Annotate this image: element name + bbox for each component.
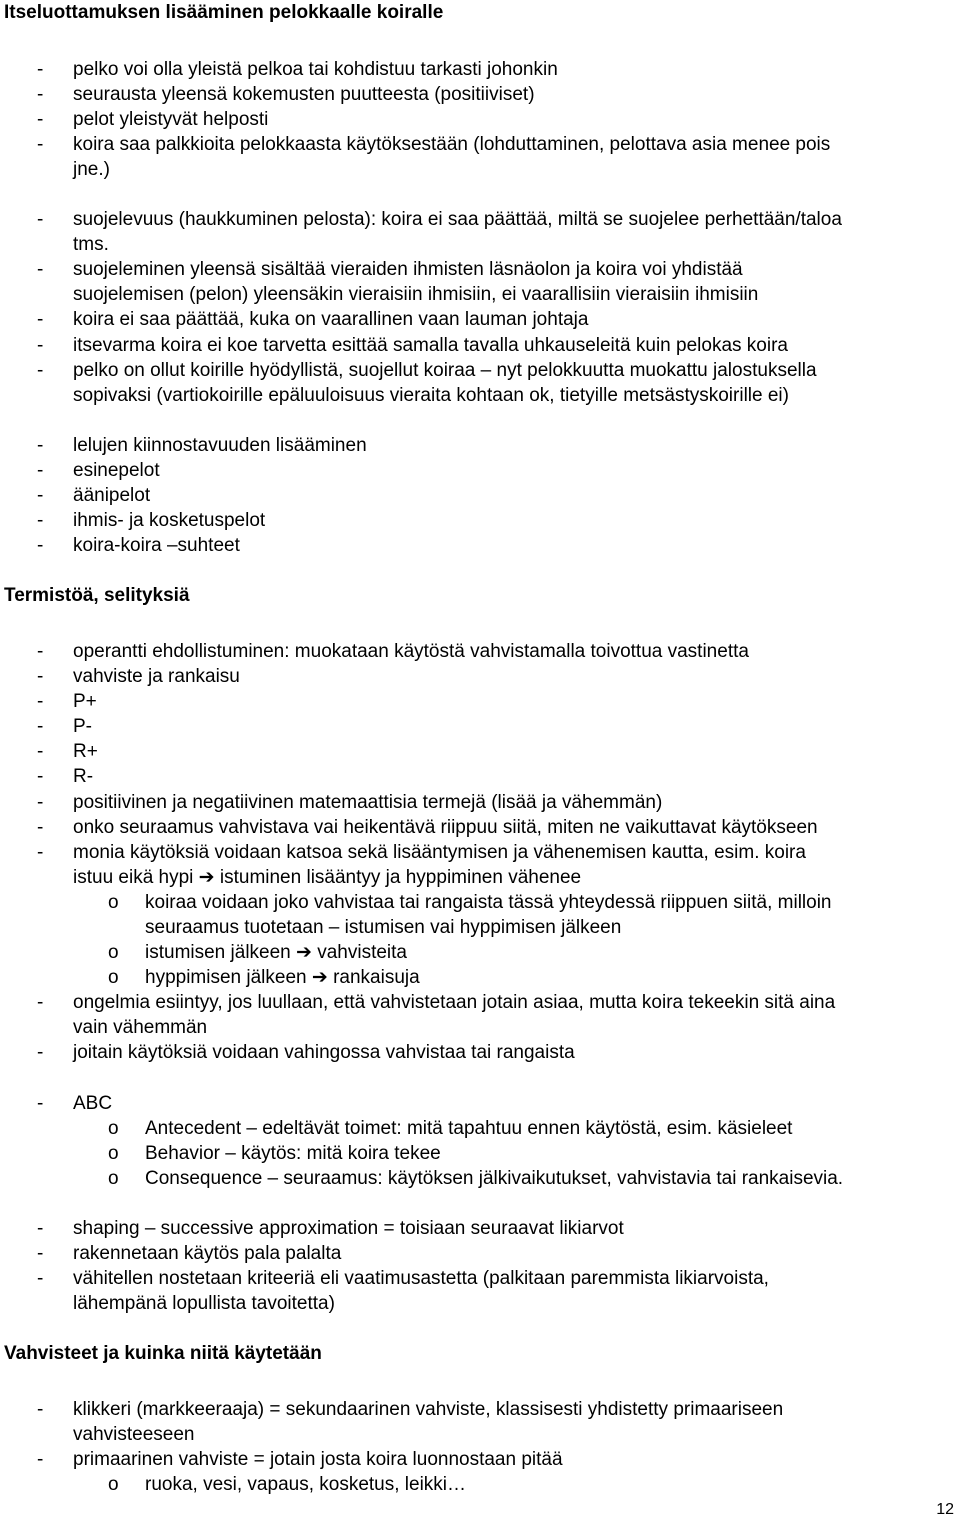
dash-marker: - bbox=[37, 817, 44, 838]
sub-bullet: o bbox=[108, 942, 119, 963]
dash-marker: - bbox=[37, 84, 44, 105]
list-item: lelujen kiinnostavuuden lisääminen bbox=[73, 435, 367, 456]
sub-list-item: Consequence – seuraamus: käytöksen jälkivaikutukset, vahvistavia tai rankaisevia. bbox=[145, 1168, 844, 1189]
page-number: 12 bbox=[936, 1501, 954, 1518]
list-item: klikkeri (markkeeraaja) = sekundaarinen vahviste, klassisesti yhdistetty primaariseen bbox=[73, 1399, 784, 1420]
dash-marker: - bbox=[37, 109, 44, 130]
dash-marker: - bbox=[37, 360, 44, 381]
list-item: äänipelot bbox=[73, 485, 151, 506]
sub-list-item-continuation: seuraamus tuotetaan – istumisen vai hyppimisen jälkeen bbox=[145, 917, 622, 938]
list-item: vahviste ja rankaisu bbox=[73, 666, 240, 687]
sub-list-item: ruoka, vesi, vapaus, kosketus, leikki… bbox=[145, 1474, 467, 1495]
list-item: pelot yleistyvät helposti bbox=[73, 109, 269, 130]
dash-marker: - bbox=[37, 766, 44, 787]
dash-marker: - bbox=[37, 535, 44, 556]
dash-marker: - bbox=[37, 1399, 44, 1420]
dash-marker: - bbox=[37, 716, 44, 737]
list-item: shaping – successive approximation = toisiaan seuraavat likiarvot bbox=[73, 1218, 624, 1239]
list-item: positiivinen ja negatiivinen matemaattisia termejä (lisää ja vähemmän) bbox=[73, 792, 663, 813]
dash-marker: - bbox=[37, 435, 44, 456]
list-item: rakennetaan käytös pala palalta bbox=[73, 1243, 342, 1264]
sub-list-item: Behavior – käytös: mitä koira tekee bbox=[145, 1143, 441, 1164]
list-item-continuation: vahvisteeseen bbox=[73, 1424, 195, 1445]
dash-marker: - bbox=[37, 1243, 44, 1264]
list-item-continuation: jne.) bbox=[73, 159, 110, 180]
list-item: itsevarma koira ei koe tarvetta esittää samalla tavalla uhkauseleitä kuin pelokas koira bbox=[73, 335, 788, 356]
list-item: koira ei saa päättää, kuka on vaarallinen vaan lauman johtaja bbox=[73, 309, 589, 330]
list-item: joitain käytöksiä voidaan vahingossa vahvistaa tai rangaista bbox=[73, 1042, 575, 1063]
list-item-continuation: vain vähemmän bbox=[73, 1017, 208, 1038]
sub-bullet: o bbox=[108, 967, 119, 988]
dash-marker: - bbox=[37, 510, 44, 531]
sub-bullet: o bbox=[108, 892, 119, 913]
list-item: ihmis- ja kosketuspelot bbox=[73, 510, 266, 531]
list-item: koira-koira –suhteet bbox=[73, 535, 240, 556]
dash-marker: - bbox=[37, 842, 44, 863]
sub-bullet: o bbox=[108, 1474, 119, 1495]
list-item: vähitellen nostetaan kriteeriä eli vaatimusastetta (palkitaan paremmista likiarvoista, bbox=[73, 1268, 769, 1289]
list-item: ABC bbox=[73, 1093, 113, 1114]
dash-marker: - bbox=[37, 259, 44, 280]
dash-marker: - bbox=[37, 992, 44, 1013]
list-item-continuation: lähempänä lopullista tavoitetta) bbox=[73, 1293, 335, 1314]
list-item: primaarinen vahviste = jotain josta koira luonnostaan pitää bbox=[73, 1449, 563, 1470]
list-item: pelko voi olla yleistä pelkoa tai kohdistuu tarkasti johonkin bbox=[73, 59, 558, 80]
dash-marker: - bbox=[37, 792, 44, 813]
dash-marker: - bbox=[37, 1449, 44, 1470]
list-item-continuation: suojelemisen (pelon) yleensäkin vieraisiin ihmisiin, ei vaarallisiin vieraisiin ihmisiin bbox=[73, 284, 759, 305]
list-item-continuation: sopivaksi (vartiokoirille epäluuloisuus vieraita kohtaan ok, tietyille metsästyskoirille ei) bbox=[73, 385, 789, 406]
list-item: pelko on ollut koirille hyödyllistä, suojellut koiraa – nyt pelokkuutta muokattu jalostuksella bbox=[73, 360, 817, 381]
list-item: esinepelot bbox=[73, 460, 160, 481]
sub-list-item: istumisen jälkeen ➔ vahvisteita bbox=[145, 942, 407, 963]
dash-marker: - bbox=[37, 691, 44, 712]
dash-marker: - bbox=[37, 641, 44, 662]
sub-list-item: koiraa voidaan joko vahvistaa tai rangaista tässä yhteydessä riippuen siitä, milloin bbox=[145, 892, 832, 913]
dash-marker: - bbox=[37, 1093, 44, 1114]
dash-marker: - bbox=[37, 741, 44, 762]
heading-terminology: Termistöä, selityksiä bbox=[4, 585, 190, 606]
list-item-continuation: tms. bbox=[73, 234, 109, 255]
dash-marker: - bbox=[37, 209, 44, 230]
list-item-continuation: istuu eikä hypi ➔ istuminen lisääntyy ja hyppiminen vähenee bbox=[73, 867, 582, 888]
sub-bullet: o bbox=[108, 1118, 119, 1139]
dash-marker: - bbox=[37, 59, 44, 80]
list-item: koira saa palkkioita pelokkaasta käytöksestään (lohduttaminen, pelottava asia menee pois bbox=[73, 134, 831, 155]
list-item: R- bbox=[73, 766, 94, 787]
list-item: seurausta yleensä kokemusten puutteesta (positiiviset) bbox=[73, 84, 535, 105]
list-item: suojeleminen yleensä sisältää vieraiden ihmisten läsnäolon ja koira voi yhdistää bbox=[73, 259, 743, 280]
list-item: R+ bbox=[73, 741, 98, 762]
sub-list-item: Antecedent – edeltävät toimet: mitä tapahtuu ennen käytöstä, esim. käsieleet bbox=[145, 1118, 793, 1139]
list-item: onko seuraamus vahvistava vai heikentävä riippuu siitä, miten ne vaikuttavat käytökseen bbox=[73, 817, 818, 838]
list-item: monia käytöksiä voidaan katsoa sekä lisääntymisen ja vähenemisen kautta, esim. koira bbox=[73, 842, 806, 863]
list-item: P- bbox=[73, 716, 92, 737]
dash-marker: - bbox=[37, 485, 44, 506]
dash-marker: - bbox=[37, 1268, 44, 1289]
dash-marker: - bbox=[37, 1218, 44, 1239]
list-item: suojelevuus (haukkuminen pelosta): koira ei saa päättää, miltä se suojelee perhettään/taloa bbox=[73, 209, 842, 230]
dash-marker: - bbox=[37, 1042, 44, 1063]
dash-marker: - bbox=[37, 134, 44, 155]
heading-reinforcers: Vahvisteet ja kuinka niitä käytetään bbox=[4, 1343, 322, 1364]
heading-confidence: Itseluottamuksen lisääminen pelokkaalle koiralle bbox=[4, 2, 444, 23]
list-item: ongelmia esiintyy, jos luullaan, että vahvistetaan jotain asiaa, mutta koira tekeekin sitä aina bbox=[73, 992, 836, 1013]
dash-marker: - bbox=[37, 666, 44, 687]
sub-bullet: o bbox=[108, 1143, 119, 1164]
sub-bullet: o bbox=[108, 1168, 119, 1189]
list-item: operantti ehdollistuminen: muokataan käytöstä vahvistamalla toivottua vastinetta bbox=[73, 641, 749, 662]
list-item: P+ bbox=[73, 691, 97, 712]
sub-list-item: hyppimisen jälkeen ➔ rankaisuja bbox=[145, 967, 420, 988]
dash-marker: - bbox=[37, 309, 44, 330]
dash-marker: - bbox=[37, 335, 44, 356]
dash-marker: - bbox=[37, 460, 44, 481]
